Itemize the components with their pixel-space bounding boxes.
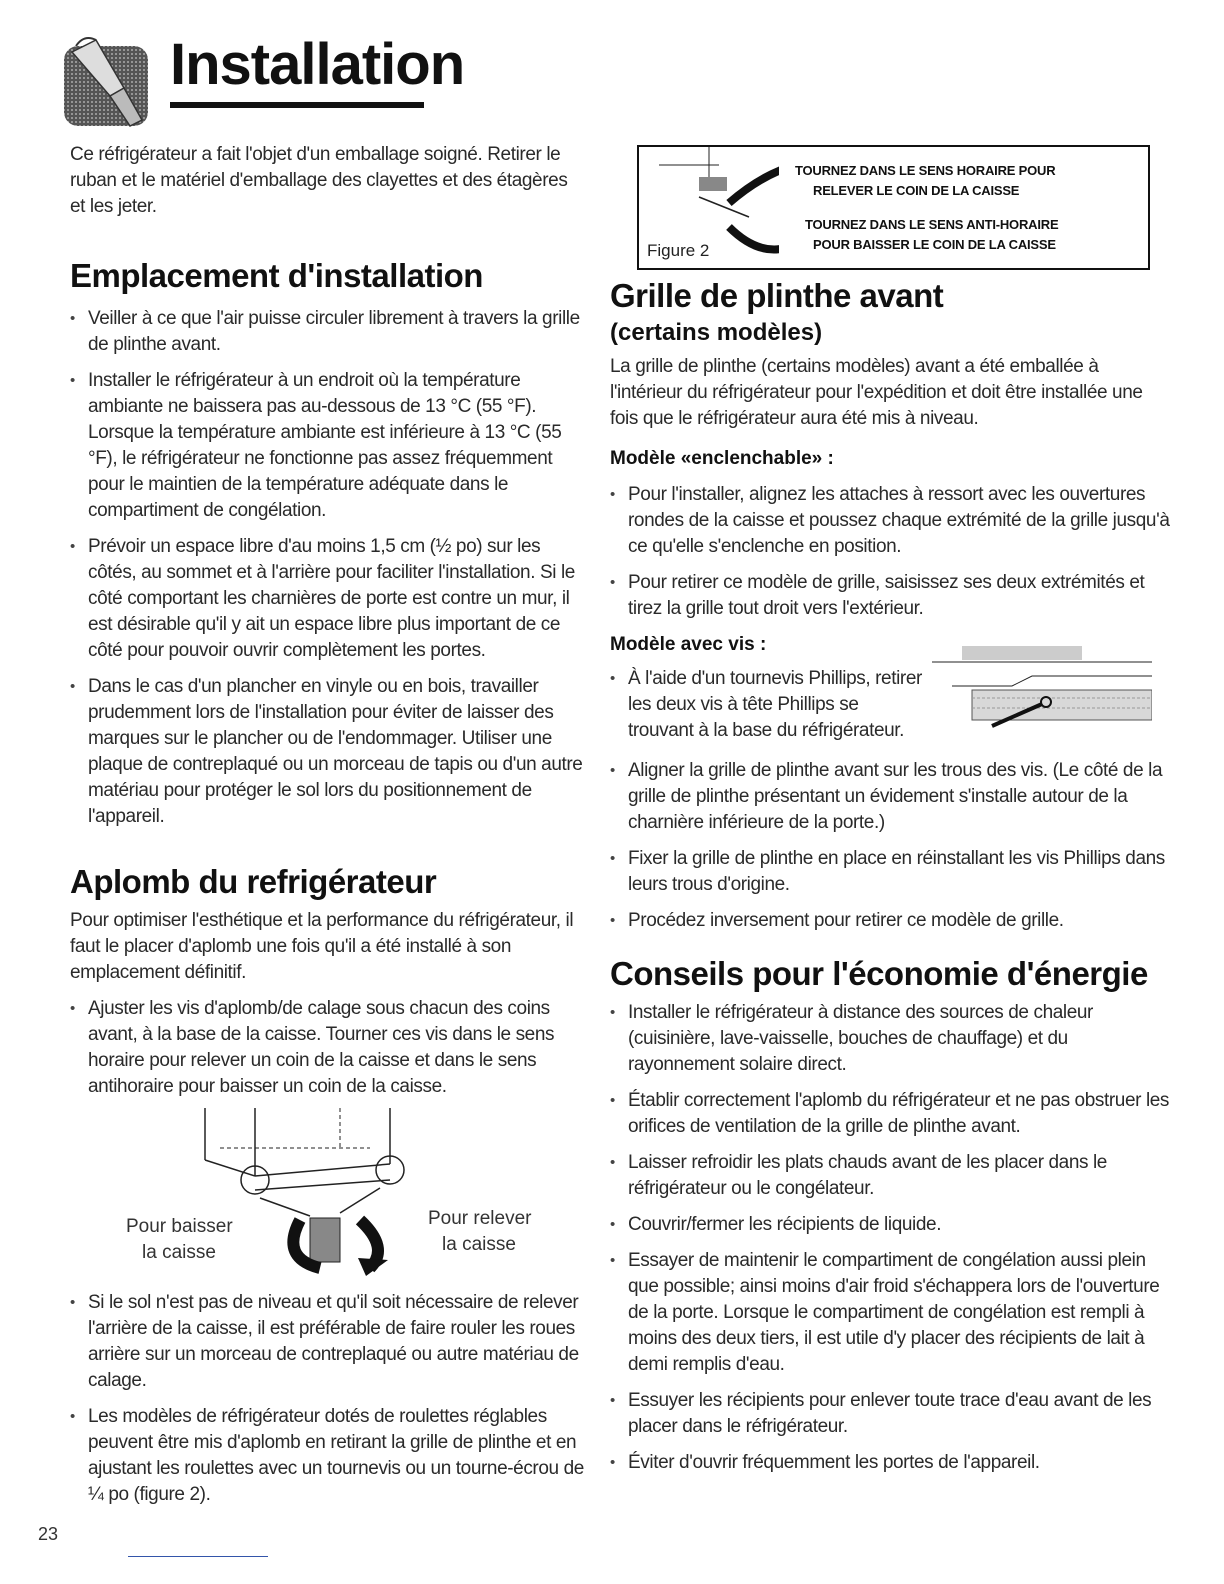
screw-list-2 (610, 758, 1175, 934)
list-item: • Fixer la grille de plinthe en place en réinstallant les vis Phillips dans leurs trous d'origine. (610, 846, 1175, 898)
figure-2-caption-down-1: TOURNEZ DANS LE SENS ANTI-HORAIRE (805, 217, 1059, 232)
aplomb-list-2 (70, 1290, 590, 1508)
aplomb-heading: Aplomb du refrigérateur (70, 863, 437, 900)
grille-subheading: (certains modèles) (610, 319, 823, 346)
screw-section (610, 666, 1175, 758)
emplacement-list (70, 306, 590, 830)
list-item: • Éviter d'ouvrir fréquemment les portes de l'appareil. (610, 1450, 1175, 1476)
screwdriver-illustration (932, 646, 1152, 742)
right-column (610, 276, 1175, 1476)
figure-2-caption-up-2: RELEVER LE COIN DE LA CAISSE (813, 183, 1020, 198)
page-number: 23 (38, 1524, 59, 1544)
screw-model-label: Modèle avec vis : (610, 634, 767, 655)
page-title: Installation (170, 32, 465, 97)
list-item: • Essuyer les récipients pour enlever toute trace d'eau avant de les placer dans le réfrigérateur. (610, 1388, 1175, 1440)
energie-list (610, 1000, 1175, 1476)
diagram-label-raise-2: la caisse (442, 1234, 516, 1255)
left-column (70, 142, 590, 1508)
diagram-label-raise-1: Pour relever (428, 1208, 532, 1229)
snap-model-label: Modèle «enclenchable» : (610, 448, 834, 469)
list-item: • Dans le cas d'un plancher en vinyle ou en bois, travailler prudemment lors de l'installation pour éviter de laisser des marques sur le plancher ou de l'endommager. Utiliser une plaque de contreplaqué ou un morceau de tapis ou d'un autre matériau pour protéger le sol lors du positionnement de l'appareil. (70, 674, 590, 830)
list-item: • Aligner la grille de plinthe avant sur les trous des vis. (Le côté de la grille de plinthe présentant un évidement s'installe autour de la charnière inférieure de la porte.) (610, 758, 1175, 836)
list-item: • Veiller à ce que l'air puisse circuler librement à travers la grille de plinthe avant. (70, 306, 590, 358)
aplomb-intro: Pour optimiser l'esthétique et la performance du réfrigérateur, il faut le placer d'aplomb une fois qu'il a été installé à son emplacement définitif. (70, 910, 574, 983)
leveling-diagram (70, 1108, 590, 1286)
grille-heading: Grille de plinthe avant (610, 277, 944, 314)
list-item: • Essayer de maintenir le compartiment de congélation aussi plein que possible; ainsi moins d'air froid s'échappera lors de l'ouverture de la porte. Lorsque le compartiment de congélation est rempli à moins des deux tiers, il est utile d'y placer des récipients de lait à demi remplis d'eau. (610, 1248, 1175, 1378)
list-item: • Laisser refroidir les plats chauds avant de les placer dans le réfrigérateur ou le congélateur. (610, 1150, 1175, 1202)
list-item: • Pour retirer ce modèle de grille, saisissez ses deux extrémités et tirez la grille tout droit vers l'extérieur. (610, 570, 1175, 622)
figure-2-caption-up-1: TOURNEZ DANS LE SENS HORAIRE POUR (795, 163, 1056, 178)
list-item: • À l'aide d'un tournevis Phillips, retirer les deux vis à tête Phillips se trouvant à la base du réfrigérateur. (610, 666, 928, 744)
list-item: • Installer le réfrigérateur à un endroit où la température ambiante ne baissera pas au-dessous de 13 °C (55 °F). Lorsque la température ambiante est inférieure à 13 °C (55 °F), le réfrigérateur ne fonctionne pas assez fréquemment pour le maintien de la température adéquate dans le compartiment de congélation. (70, 368, 590, 524)
list-item: • Établir correctement l'aplomb du réfrigérateur et ne pas obstruer les orifices de ventilation de la grille de plinthe avant. (610, 1088, 1175, 1140)
list-item: • Prévoir un espace libre d'au moins 1,5 cm (½ po) sur les côtés, au sommet et à l'arrière pour faciliter l'installation. Si le côté comportant les charnières de porte est contre un mur, il est désirable qu'il y ait un espace libre plus important de ce côté pour pouvoir ouvrir complètement les portes. (70, 534, 590, 664)
list-item: • Procédez inversement pour retirer ce modèle de grille. (610, 908, 1175, 934)
intro-text: Ce réfrigérateur a fait l'objet d'un emballage soigné. Retirer le ruban et le matériel d'emballage des clayettes et des étagères et les jeter. (70, 144, 568, 217)
energie-heading: Conseils pour l'économie d'énergie (610, 955, 1148, 992)
list-item: • Si le sol n'est pas de niveau et qu'il soit nécessaire de relever l'arrière de la caisse, il est préférable de faire rouler les roues arrière sur un morceau de contreplaqué ou autre matériau de calage. (70, 1290, 590, 1394)
list-item: • Ajuster les vis d'aplomb/de calage sous chacun des coins avant, à la base de la caisse. Tourner ces vis dans le sens horaire pour relever un coin de la caisse et dans le sens antihoraire pour baisser un coin de la caisse. (70, 996, 590, 1100)
figure-2-label: Figure 2 (647, 241, 710, 260)
diagram-label-lower-1: Pour baisser (126, 1216, 233, 1237)
wrench-icon (62, 32, 158, 128)
list-item: • Les modèles de réfrigérateur dotés de roulettes réglables peuvent être mis d'aplomb en retirant la grille de plinthe et en ajustant les roulettes avec un tournevis ou un tourne-écrou de ¼ po (figure 2). (70, 1404, 590, 1508)
figure-2-caption-down-2: POUR BAISSER LE COIN DE LA CAISSE (813, 237, 1056, 252)
list-item: • Pour l'installer, alignez les attaches à ressort avec les ouvertures rondes de la caisse et poussez chaque extrémité de la grille jusqu'à ce qu'elle s'enclenche en position. (610, 482, 1175, 560)
snap-list (610, 482, 1175, 622)
list-item: • Couvrir/fermer les récipients de liquide. (610, 1212, 1175, 1238)
grille-intro: La grille de plinthe (certains modèles) avant a été emballée à l'intérieur du réfrigérateur pour l'expédition et doit être installée une fois que le réfrigérateur aura été mis à niveau. (610, 356, 1143, 429)
diagram-label-lower-2: la caisse (142, 1242, 216, 1263)
aplomb-list-1 (70, 996, 590, 1100)
screw-list-1 (610, 666, 928, 744)
list-item: • Installer le réfrigérateur à distance des sources de chaleur (cuisinière, lave-vaisselle, bouches de chauffage) et du rayonnement solaire direct. (610, 1000, 1175, 1078)
title-rule (170, 102, 424, 108)
figure-2 (637, 145, 1150, 270)
emplacement-heading: Emplacement d'installation (70, 257, 483, 294)
footer-rule (128, 1556, 268, 1557)
